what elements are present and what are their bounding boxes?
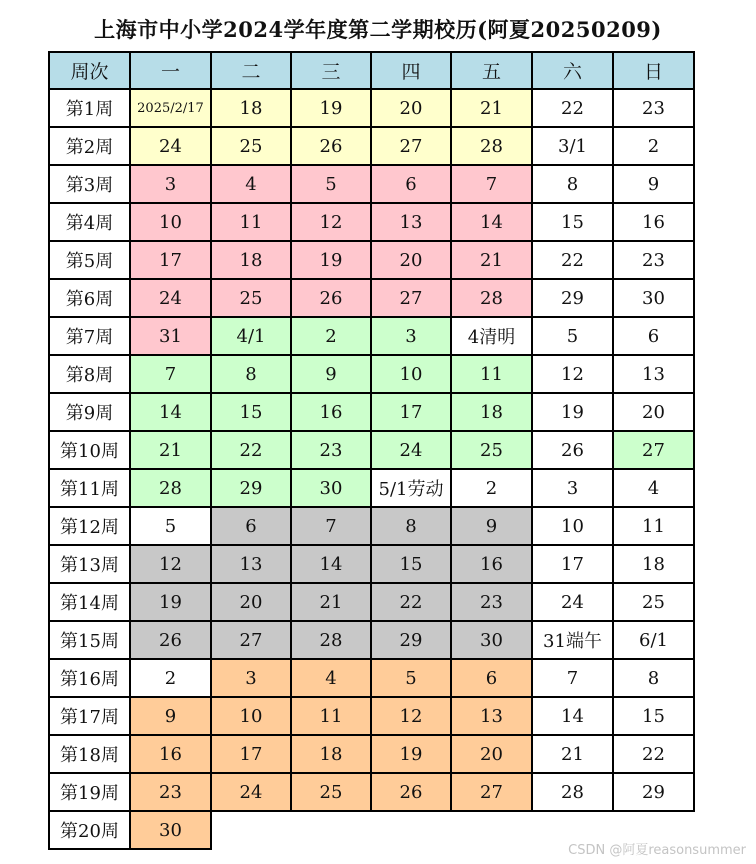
day-cell: 17 [532,545,613,583]
day-cell: 6 [211,507,291,545]
day-cell: 10 [130,203,211,241]
day-cell: 28 [130,469,211,507]
week-row [49,317,694,355]
week-row [49,659,694,697]
day-cell: 8 [211,355,291,393]
week-row [49,355,694,393]
day-cell: 24 [130,127,211,165]
day-cell: 30 [291,469,371,507]
day-cell: 25 [613,583,694,621]
calendar-body [49,89,694,849]
header-week-column: 周次 [49,52,130,89]
day-cell: 14 [451,203,532,241]
day-cell: 2 [613,127,694,165]
week-row [49,469,694,507]
week-row [49,279,694,317]
day-cell: 3/1 [532,127,613,165]
day-cell: 30 [613,279,694,317]
day-cell: 25 [211,127,291,165]
day-cell: 9 [613,165,694,203]
week-label: 第2周 [49,127,130,165]
day-cell: 15 [532,203,613,241]
week-label: 第1周 [49,89,130,127]
day-cell: 9 [451,507,532,545]
day-cell: 28 [451,127,532,165]
empty-cell [371,811,451,849]
day-cell: 12 [130,545,211,583]
day-cell: 3 [211,659,291,697]
day-cell: 15 [211,393,291,431]
header-weekday: 五 [451,52,532,89]
week-row [49,507,694,545]
day-cell: 8 [371,507,451,545]
week-label: 第4周 [49,203,130,241]
calendar-container [48,51,693,850]
header-weekday: 六 [532,52,613,89]
day-cell: 26 [532,431,613,469]
day-cell: 3 [371,317,451,355]
day-cell: 5 [291,165,371,203]
day-cell: 6 [451,659,532,697]
day-cell: 20 [211,583,291,621]
header-weekday: 三 [291,52,371,89]
day-cell: 31 [130,317,211,355]
day-cell: 18 [211,241,291,279]
day-cell: 10 [371,355,451,393]
day-cell: 16 [451,545,532,583]
day-cell: 19 [371,735,451,773]
week-row [49,431,694,469]
header-row [49,52,694,89]
day-cell: 7 [291,507,371,545]
day-cell: 28 [532,773,613,811]
day-cell: 23 [451,583,532,621]
week-label: 第10周 [49,431,130,469]
day-cell: 5 [532,317,613,355]
week-row [49,621,694,659]
week-label: 第13周 [49,545,130,583]
week-label: 第20周 [49,811,130,849]
day-cell: 10 [211,697,291,735]
week-row [49,735,694,773]
week-label: 第17周 [49,697,130,735]
day-cell: 6/1 [613,621,694,659]
day-cell: 11 [451,355,532,393]
day-cell: 19 [532,393,613,431]
day-cell: 24 [130,279,211,317]
week-label: 第3周 [49,165,130,203]
day-cell: 25 [291,773,371,811]
day-cell: 29 [371,621,451,659]
week-label: 第7周 [49,317,130,355]
week-row [49,393,694,431]
watermark: CSDN @阿夏reasonsummer [568,843,746,858]
day-cell: 15 [371,545,451,583]
week-label: 第6周 [49,279,130,317]
day-cell: 13 [613,355,694,393]
day-cell: 5 [371,659,451,697]
day-cell: 16 [613,203,694,241]
day-cell: 12 [291,203,371,241]
day-cell: 23 [130,773,211,811]
empty-cell [451,811,532,849]
day-cell: 29 [211,469,291,507]
week-row [49,165,694,203]
day-cell: 15 [613,697,694,735]
header-weekday: 四 [371,52,451,89]
day-cell: 8 [613,659,694,697]
day-cell: 2 [291,317,371,355]
day-cell: 11 [613,507,694,545]
day-cell: 26 [371,773,451,811]
day-cell: 13 [451,697,532,735]
day-cell: 16 [130,735,211,773]
day-cell: 20 [371,241,451,279]
day-cell: 11 [291,697,371,735]
week-row [49,241,694,279]
day-cell: 28 [291,621,371,659]
day-cell: 4清明 [451,317,532,355]
day-cell: 9 [130,697,211,735]
day-cell: 17 [211,735,291,773]
day-cell: 27 [371,127,451,165]
day-cell: 22 [371,583,451,621]
week-label: 第8周 [49,355,130,393]
week-label: 第18周 [49,735,130,773]
day-cell: 31端午 [532,621,613,659]
day-cell: 21 [130,431,211,469]
week-row [49,203,694,241]
week-row [49,583,694,621]
day-cell: 19 [291,89,371,127]
day-cell: 17 [130,241,211,279]
day-cell: 7 [130,355,211,393]
day-cell: 18 [451,393,532,431]
empty-cell [291,811,371,849]
week-row [49,127,694,165]
school-calendar-table [48,51,695,850]
day-cell: 24 [371,431,451,469]
day-cell: 26 [130,621,211,659]
header-weekday: 日 [613,52,694,89]
day-cell: 12 [532,355,613,393]
week-label: 第9周 [49,393,130,431]
day-cell: 24 [532,583,613,621]
day-cell: 2 [130,659,211,697]
day-cell: 27 [451,773,532,811]
week-label: 第16周 [49,659,130,697]
day-cell: 29 [532,279,613,317]
day-cell: 10 [532,507,613,545]
week-label: 第5周 [49,241,130,279]
week-label: 第19周 [49,773,130,811]
day-cell: 11 [211,203,291,241]
day-cell: 22 [532,241,613,279]
day-cell: 19 [130,583,211,621]
day-cell: 20 [613,393,694,431]
day-cell: 21 [532,735,613,773]
day-cell: 22 [532,89,613,127]
day-cell: 27 [211,621,291,659]
day-cell: 3 [130,165,211,203]
day-cell: 28 [451,279,532,317]
day-cell: 6 [613,317,694,355]
day-cell: 27 [613,431,694,469]
week-label: 第12周 [49,507,130,545]
day-cell: 7 [532,659,613,697]
day-cell: 16 [291,393,371,431]
day-cell: 30 [130,811,211,849]
day-cell: 26 [291,127,371,165]
day-cell: 2025/2/17 [130,89,211,127]
day-cell: 14 [130,393,211,431]
day-cell: 19 [291,241,371,279]
day-cell: 29 [613,773,694,811]
day-cell: 18 [211,89,291,127]
day-cell: 25 [211,279,291,317]
day-cell: 18 [613,545,694,583]
day-cell: 26 [291,279,371,317]
day-cell: 5 [130,507,211,545]
day-cell: 12 [371,697,451,735]
day-cell: 30 [451,621,532,659]
week-row [49,773,694,811]
empty-cell [211,811,291,849]
day-cell: 4 [291,659,371,697]
day-cell: 6 [371,165,451,203]
day-cell: 7 [451,165,532,203]
week-label: 第15周 [49,621,130,659]
day-cell: 20 [451,735,532,773]
day-cell: 23 [613,241,694,279]
day-cell: 2 [451,469,532,507]
day-cell: 25 [451,431,532,469]
day-cell: 3 [532,469,613,507]
day-cell: 8 [532,165,613,203]
day-cell: 23 [291,431,371,469]
week-label: 第11周 [49,469,130,507]
week-label: 第14周 [49,583,130,621]
day-cell: 21 [451,241,532,279]
day-cell: 22 [613,735,694,773]
week-row [49,697,694,735]
day-cell: 4 [211,165,291,203]
week-row [49,89,694,127]
day-cell: 23 [613,89,694,127]
day-cell: 21 [291,583,371,621]
day-cell: 13 [371,203,451,241]
day-cell: 5/1劳动 [371,469,451,507]
day-cell: 9 [291,355,371,393]
day-cell: 14 [532,697,613,735]
day-cell: 4 [613,469,694,507]
day-cell: 21 [451,89,532,127]
day-cell: 20 [371,89,451,127]
day-cell: 13 [211,545,291,583]
day-cell: 22 [211,431,291,469]
day-cell: 18 [291,735,371,773]
page-title: 上海市中小学2024学年度第二学期校历(阿夏20250209) [94,17,662,42]
day-cell: 17 [371,393,451,431]
day-cell: 24 [211,773,291,811]
day-cell: 14 [291,545,371,583]
day-cell: 4/1 [211,317,291,355]
day-cell: 27 [371,279,451,317]
week-row [49,545,694,583]
header-weekday: 一 [130,52,211,89]
header-weekday: 二 [211,52,291,89]
